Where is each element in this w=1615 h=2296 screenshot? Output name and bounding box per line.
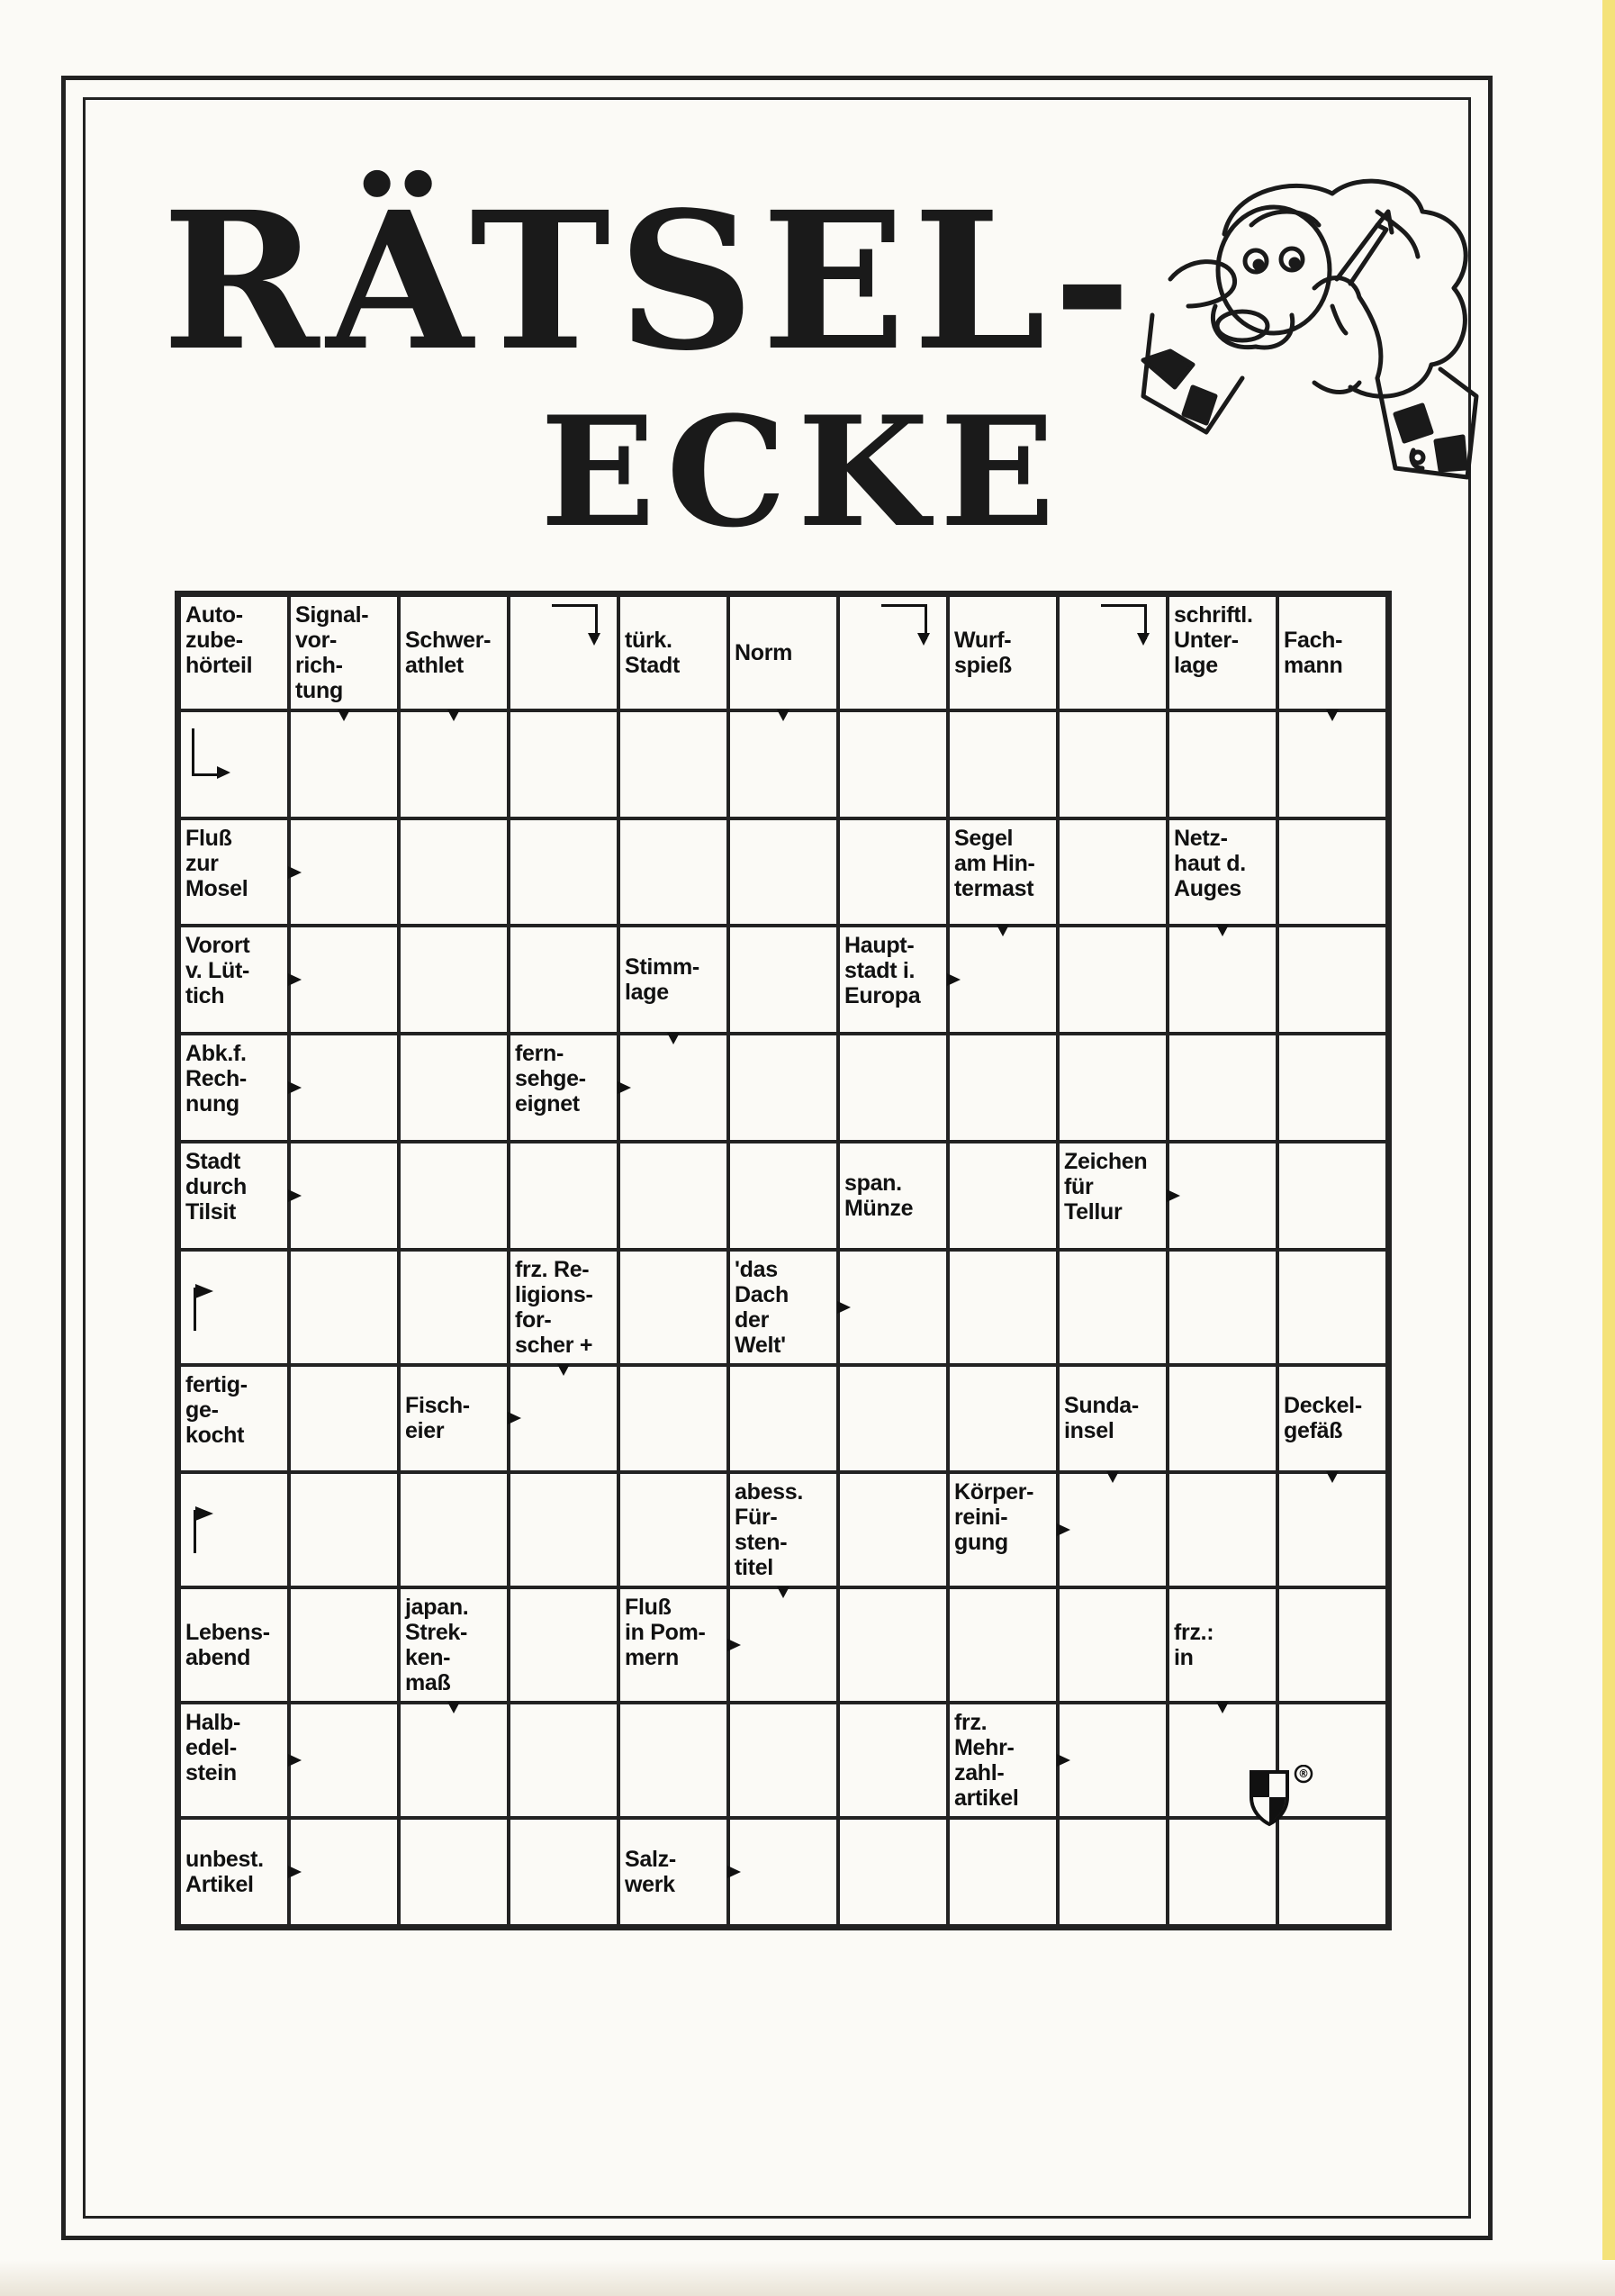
clue-cell: Lebens- abend: [181, 1589, 287, 1701]
answer-cell[interactable]: [1169, 1035, 1276, 1140]
answer-cell[interactable]: [950, 712, 1056, 817]
answer-cell[interactable]: [291, 712, 397, 817]
answer-cell[interactable]: [1279, 1820, 1385, 1924]
answer-cell[interactable]: [510, 1474, 617, 1586]
answer-cell[interactable]: [401, 1704, 507, 1816]
clue-cell: fertig- ge- kocht: [181, 1367, 287, 1471]
answer-cell[interactable]: [1060, 712, 1166, 817]
clue-cell: Segel am Hin- termast: [950, 820, 1056, 925]
clue-cell: Fluß zur Mosel: [181, 820, 287, 925]
answer-cell[interactable]: [291, 1704, 397, 1816]
answer-cell[interactable]: [840, 1252, 946, 1363]
answer-cell[interactable]: [291, 1035, 397, 1140]
answer-cell[interactable]: [401, 820, 507, 925]
clue-cell: japan. Strek- ken- maß: [401, 1589, 507, 1701]
answer-cell[interactable]: [730, 820, 836, 925]
clue-cell: Schwer- athlet: [401, 597, 507, 709]
registered-mark: ®: [1298, 1767, 1309, 1780]
answer-cell[interactable]: [401, 1143, 507, 1248]
answer-cell[interactable]: [620, 1035, 726, 1140]
answer-cell[interactable]: [620, 1704, 726, 1816]
answer-cell[interactable]: [1169, 1367, 1276, 1471]
answer-cell[interactable]: [510, 1589, 617, 1701]
answer-cell-with-arrow[interactable]: [181, 1252, 287, 1363]
clue-cell: 'das Dach der Welt': [730, 1252, 836, 1363]
clue-cell: Salz- werk: [620, 1820, 726, 1924]
answer-cell[interactable]: [950, 1143, 1056, 1248]
answer-cell[interactable]: [950, 1589, 1056, 1701]
clue-cell: türk. Stadt: [620, 597, 726, 709]
answer-cell[interactable]: [291, 1252, 397, 1363]
clue-cell: Haupt- stadt i. Europa: [840, 927, 946, 1032]
answer-cell[interactable]: [1169, 1143, 1276, 1248]
answer-cell[interactable]: [1060, 1820, 1166, 1924]
answer-cell[interactable]: [1169, 927, 1276, 1032]
answer-cell-with-arrow[interactable]: [840, 597, 946, 709]
clue-cell: Netz- haut d. Auges: [1169, 820, 1276, 925]
answer-cell[interactable]: [950, 1820, 1056, 1924]
answer-cell[interactable]: [291, 1820, 397, 1924]
answer-cell[interactable]: [840, 1035, 946, 1140]
answer-cell[interactable]: [730, 1589, 836, 1701]
answer-cell[interactable]: [1060, 820, 1166, 925]
answer-cell[interactable]: [620, 712, 726, 817]
answer-cell[interactable]: [840, 1367, 946, 1471]
answer-cell[interactable]: [730, 1035, 836, 1140]
answer-cell[interactable]: [1279, 712, 1385, 817]
answer-cell-with-arrow[interactable]: [510, 597, 617, 709]
answer-cell[interactable]: [291, 820, 397, 925]
answer-cell[interactable]: [1169, 1474, 1276, 1586]
answer-cell[interactable]: [730, 1367, 836, 1471]
answer-cell[interactable]: [401, 712, 507, 817]
publisher-logo: [1246, 1765, 1318, 1828]
clue-cell: Fisch- eier: [401, 1367, 507, 1471]
answer-cell[interactable]: [620, 1367, 726, 1471]
answer-cell[interactable]: [291, 1589, 397, 1701]
clue-cell: Körper- reini- gung: [950, 1474, 1056, 1586]
title-line-2: ECKE: [540, 383, 1066, 561]
answer-cell[interactable]: [730, 712, 836, 817]
answer-cell[interactable]: [1279, 1143, 1385, 1248]
clue-cell: fern- sehge- eignet: [510, 1035, 617, 1140]
answer-cell[interactable]: [950, 927, 1056, 1032]
answer-cell[interactable]: [620, 1474, 726, 1586]
answer-cell[interactable]: [510, 927, 617, 1032]
answer-cell[interactable]: [730, 1820, 836, 1924]
answer-cell-with-arrow[interactable]: [181, 712, 287, 817]
answer-cell[interactable]: [401, 1035, 507, 1140]
page-edge-yellow: [1602, 0, 1615, 2296]
clue-cell: frz. Mehr- zahl- artikel: [950, 1704, 1056, 1816]
answer-cell[interactable]: [401, 1252, 507, 1363]
clue-cell: Signal- vor- rich- tung: [291, 597, 397, 709]
clue-cell: span. Münze: [840, 1143, 946, 1248]
answer-cell[interactable]: [950, 1035, 1056, 1140]
answer-cell[interactable]: [840, 712, 946, 817]
answer-cell[interactable]: [510, 1820, 617, 1924]
answer-cell[interactable]: [401, 1474, 507, 1586]
answer-cell[interactable]: [1060, 1252, 1166, 1363]
answer-cell[interactable]: [1279, 1474, 1385, 1586]
answer-cell[interactable]: [1060, 927, 1166, 1032]
answer-cell[interactable]: [1279, 820, 1385, 925]
clue-cell: unbest. Artikel: [181, 1820, 287, 1924]
answer-cell[interactable]: [291, 1474, 397, 1586]
title-line-1: RÄTSEL-: [162, 170, 1139, 393]
answer-cell[interactable]: [840, 1820, 946, 1924]
answer-cell[interactable]: [510, 1143, 617, 1248]
answer-cell[interactable]: [730, 1143, 836, 1248]
answer-cell[interactable]: [291, 1367, 397, 1471]
answer-cell[interactable]: [510, 712, 617, 817]
answer-cell[interactable]: [840, 820, 946, 925]
clue-cell: Zeichen für Tellur: [1060, 1143, 1166, 1248]
answer-cell[interactable]: [730, 927, 836, 1032]
answer-cell[interactable]: [730, 1704, 836, 1816]
answer-cell[interactable]: [840, 1474, 946, 1586]
clue-cell: Stadt durch Tilsit: [181, 1143, 287, 1248]
answer-cell[interactable]: [401, 927, 507, 1032]
answer-cell[interactable]: [1279, 1252, 1385, 1363]
clue-cell: Fluß in Pom- mern: [620, 1589, 726, 1701]
answer-cell[interactable]: [620, 1252, 726, 1363]
clue-cell: Stimm- lage: [620, 927, 726, 1032]
answer-cell[interactable]: [1279, 1589, 1385, 1701]
answer-cell[interactable]: [401, 1820, 507, 1924]
clue-cell: Deckel- gefäß: [1279, 1367, 1385, 1471]
answer-cell[interactable]: [1060, 1474, 1166, 1586]
answer-cell[interactable]: [510, 820, 617, 925]
answer-cell[interactable]: [510, 1704, 617, 1816]
answer-cell[interactable]: [1279, 1035, 1385, 1140]
answer-cell[interactable]: [950, 1367, 1056, 1471]
answer-cell[interactable]: [840, 1589, 946, 1701]
clue-cell: frz. Re- ligions- for- scher +: [510, 1252, 617, 1363]
answer-cell[interactable]: [620, 820, 726, 925]
clue-cell: abess. Für- sten- titel: [730, 1474, 836, 1586]
clue-cell: Vorort v. Lüt- tich: [181, 927, 287, 1032]
thinking-clown-illustration: [1107, 171, 1503, 513]
answer-cell[interactable]: [950, 1252, 1056, 1363]
clue-cell: Sunda- insel: [1060, 1367, 1166, 1471]
clue-cell: schriftl. Unter- lage: [1169, 597, 1276, 709]
crossword-grid: [175, 591, 1392, 1930]
answer-cell[interactable]: [840, 1704, 946, 1816]
clue-cell: Wurf- spieß: [950, 597, 1056, 709]
clue-cell: Halb- edel- stein: [181, 1704, 287, 1816]
answer-cell[interactable]: [291, 927, 397, 1032]
clue-cell: Auto- zube- hörteil: [181, 597, 287, 709]
page-edge-bottom: [0, 2260, 1615, 2296]
clue-cell: Norm: [730, 597, 836, 709]
clue-cell: Abk.f. Rech- nung: [181, 1035, 287, 1140]
answer-cell[interactable]: [1279, 927, 1385, 1032]
answer-cell[interactable]: [620, 1143, 726, 1248]
answer-cell[interactable]: [1169, 1820, 1276, 1924]
answer-cell[interactable]: [1060, 1589, 1166, 1701]
answer-cell[interactable]: [1169, 712, 1276, 817]
answer-cell[interactable]: [1060, 1035, 1166, 1140]
clue-cell: Fach- mann: [1279, 597, 1385, 709]
answer-cell-with-arrow[interactable]: [181, 1474, 287, 1586]
answer-cell[interactable]: [1060, 1704, 1166, 1816]
answer-cell[interactable]: [1169, 1252, 1276, 1363]
answer-cell[interactable]: [510, 1367, 617, 1471]
answer-cell[interactable]: [291, 1143, 397, 1248]
clue-cell: frz.: in: [1169, 1589, 1276, 1701]
answer-cell-with-arrow[interactable]: [1060, 597, 1166, 709]
